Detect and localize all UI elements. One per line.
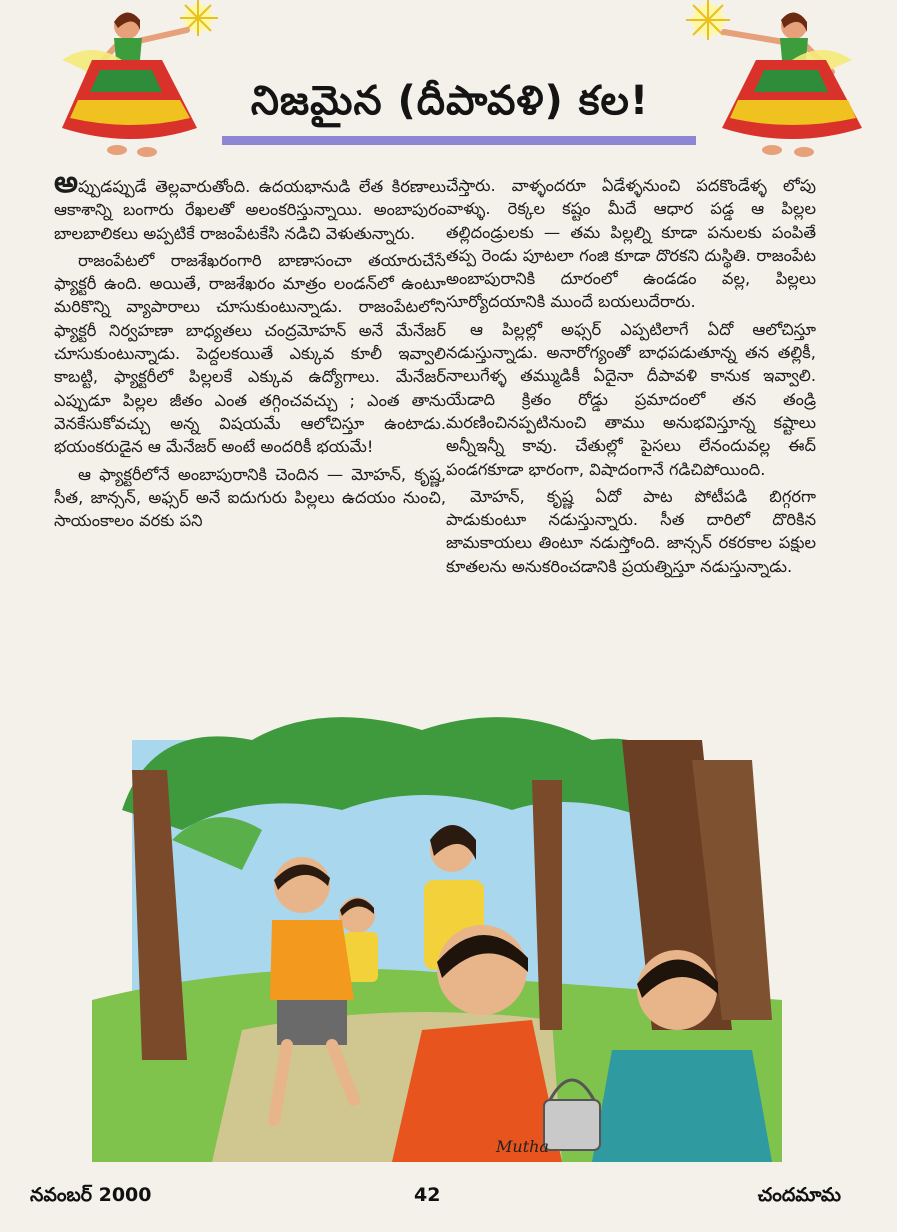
paragraph — [54, 165, 446, 245]
story-title: నిజమైన (దీపావళి) కల! — [250, 78, 650, 124]
paragraph: రాజంపేటలో రాజశేఖరంగారి బాణాసంచా తయారుచేసే ఫ్యాక్టరీ ఉంది. అయితే, రాజశేఖరం మాత్రం లండన్‌లో ఉంటూ మరికొన్ని వ్యాపారాలు చూసుకుంటున్నాడు. రాజంపేటలోని ఫ్యాక్టరీ నిర్వహణా బాధ్యతలు చంద్రమోహన్ అనే మేనేజర్ చూసుకుంటున్నాడు. పెద్దలకయితే ఎక్కువ కూలీ ఇవ్వాలి కాబట్టి, ఫ్యాక్టరీలో పిల్లలకే ఎక్కువ ఉద్యోగాలు. మేనేజర్ ఎప్పుడూ పిల్లల జీతం ఎంత తగ్గించవచ్చు ; ఎంత తాను వెనకేసుకోవచ్చు అన్న విషయమే ఆలోచిస్తూ ఉంటాడు. భయంకరుడైన ఆ మేనేజర్ అంటే అందరికీ భయమే! — [54, 250, 446, 457]
paragraph: ఆ పిల్లల్లో అఫ్సర్ ఎప్పటిలాగే ఏదో ఆలోచిస్తూ నడుస్తున్నాడు. అనారోగ్యంతో బాధపడుతూన్న తన తల్లికీ, నాలుగేళ్ళ తమ్ముడికీ ఏదైనా దీపావళి కానుక ఇవ్వాలి. యేడాది క్రితం రోడ్డు ప్రమాదంలో తన తండ్రి మరణించినప్పటినుంచి తాము అనుభవిస్తూన్న కష్టాలు అన్నీఇన్నీ కావు. చేతుల్లో పైసలు లేనందువల్ల ఈద్ పండగకూడా భారంగా, విషాదంగానే గడిచిపోయింది. — [446, 319, 816, 479]
paragraph: ఆ ఫ్యాక్టరీలోనే అంబాపురానికి చెందిన — మోహన్, కృష్ణ, సీత, జాన్సన్, అఫ్సర్ అనే ఐదుగురు పిల్లలు ఉదయం నుంచి, సాయంకాలం వరకు పని — [54, 464, 446, 531]
drop-cap: అ — [54, 165, 78, 200]
paragraph: మోహన్, కృష్ణ ఏదో పాట పోటీపడి బిగ్గరగా పాడుకుంటూ నడుస్తున్నారు. సీత దారిలో దొరికిన జామకాయలు తింటూ నడుస్తోంది. జాన్సన్ రకరకాల పక్షుల కూతలను అనుకరించడానికి ప్రయత్నిస్తూ నడుస్తున్నాడు. — [446, 486, 816, 576]
dancer-with-sparkler-left — [22, 0, 222, 165]
text-column-right — [446, 174, 816, 582]
paragraph: చేస్తారు. వాళ్ళందరూ ఏడేళ్ళనుంచి పదకొండేళ్ళ లోపు వాళ్ళు. రెక్కల కష్టం మీదే ఆధార పడ్డ ఆ పిల్లల తల్లిదండ్రులకు — తమ పిల్లల్ని కూడా పనులకు పంపితే తప్ప రెండు పూటలా గంజి కూడా దొరకని దుస్థితి. రాజంపేట అంబాపురానికి దూరంలో ఉండడం వల్ల, పిల్లలు సూర్యోదయానికి ముందే బయలుదేరారు. — [446, 176, 816, 312]
text-column-left — [54, 165, 446, 536]
page-number: 42 — [414, 1184, 441, 1206]
title-underline — [222, 136, 696, 145]
paragraph-text: ప్పుడప్పుడే తెల్లవారుతోంది. ఉదయభానుడి లేత కిరణాలు ఆకాశాన్ని బంగారు రేఖలతో అలంకరిస్తున్నాయి. అంబాపురం బాలబాలికలు అప్పటికే రాజంపేటకేసి నడిచి వెళుతున్నారు. — [54, 177, 446, 243]
issue-date: నవంబర్ 2000 — [30, 1184, 152, 1206]
story-illustration — [92, 700, 782, 1162]
magazine-name: చందమామ — [757, 1184, 841, 1206]
dancer-with-sparkler-right — [672, 0, 887, 165]
artist-signature: Mutha — [496, 1137, 549, 1156]
